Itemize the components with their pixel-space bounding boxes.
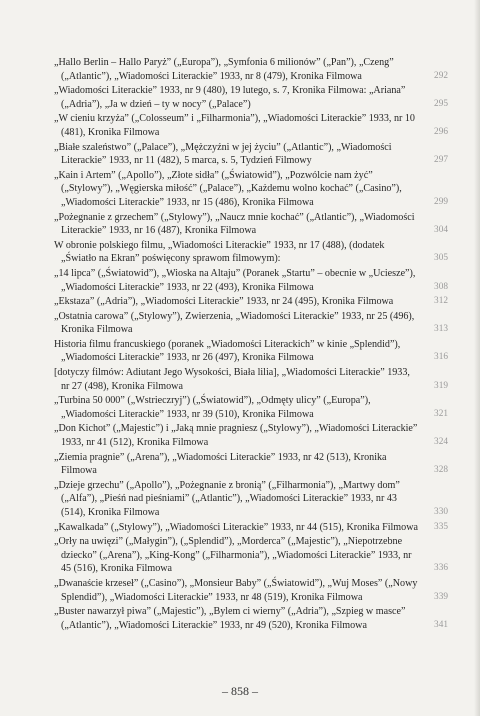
toc-entry-text: [dotyczy filmów: Adiutant Jego Wysokości, Biała lilia], „Wiadomości Literackie” 1933, nr 27 (498), Kronika Filmowa — [54, 367, 410, 392]
toc-entry — [54, 577, 448, 604]
toc-entry-text: „Dwanaście krzeseł” („Casino”), „Monsieur Baby” („Światowid”), „Wuj Moses” („Nowy Splendid”), „Wiadomości Literackie” 1933, nr 48 (519), Kronika Filmowa — [54, 577, 418, 603]
toc-entry-text: „Białe szaleństwo” („Palace”), „Mężczyźni w jej życiu” („Atlantic”), „Wiadomości Literackie” 1933, nr 11 (482), 5 marca, s. 5, Tydzień Filmowy — [54, 141, 392, 167]
table-of-contents — [54, 56, 448, 633]
toc-entry — [54, 310, 448, 337]
toc-entry-text: „Ekstaza” („Adria”), „Wiadomości Literackie” 1933, nr 24 (495), Kronika Filmowa — [54, 296, 394, 308]
toc-entry-text: „Kawalkada” („Stylowy”), „Wiadomości Literackie” 1933, nr 44 (515), Kronika Filmowa — [54, 521, 418, 533]
toc-entry-page: 341 — [434, 619, 448, 630]
toc-entry-text: W obronie polskiego filmu, „Wiadomości Literackie” 1933, nr 17 (488), (dodatek „Światło na Ekran” poświęcony sprawom filmowym): — [54, 239, 385, 265]
toc-entry — [54, 56, 448, 83]
toc-entry-text: „Hallo Berlin – Hallo Paryż” („Europa”), „Symfonia 6 milionów” („Pan”), „Czeng” („Atlantic”), „Wiadomości Literackie” 1933, nr 8 (479), Kronika Filmowa — [54, 57, 394, 82]
toc-entry — [54, 451, 448, 478]
toc-entry-page: 324 — [434, 437, 448, 448]
toc-entry-page: 339 — [434, 591, 448, 602]
toc-entry-text: „Kain i Artem” („Apollo”), „Złote sidła” („Światowid”), „Pozwólcie nam żyć” („Stylowy”), „Węgierska miłość” („Palace”), „Każdemu wolno kochać” („Casino”), „Wiadomości Literackie” 1933, nr 15 (486), Kronika Filmowa — [54, 169, 402, 208]
toc-entry — [54, 521, 448, 535]
toc-entry-page: 308 — [434, 281, 448, 292]
toc-entry-text: „Buster nawarzył piwa” („Majestic”), „Bylem ci wierny” („Adria”), „Szpieg w masce” („Atlantic”), „Wiadomości Literackie” 1933, nr 49 (520), Kronika Filmowa — [54, 606, 406, 631]
toc-entry-text: „Wiadomości Literackie” 1933, nr 9 (480), 19 lutego, s. 7, Kronika Filmowa: „Ariana” („Adria”), „Ja w dzień – ty w nocy” („Palace”) — [54, 85, 406, 110]
toc-entry-page: 296 — [434, 126, 448, 137]
toc-entry — [54, 239, 448, 266]
toc-entry-text: „Pożegnanie z grzechem” („Stylowy”), „Naucz mnie kochać” („Atlantic”), „Wiadomości Literackie” 1933, nr 16 (487), Kronika Filmowa — [54, 211, 415, 237]
toc-entry-text: „Turbina 50 000” („Wstrieczryj”) („Światowid”), „Odmęty ulicy” („Europa”), „Wiadomości Literackie” 1933, nr 39 (510), Kronika Filmowa — [54, 395, 371, 420]
toc-entry-page: 328 — [434, 465, 448, 476]
toc-entry — [54, 535, 448, 576]
toc-entry — [54, 479, 448, 520]
toc-entry-text: „14 lipca” („Światowid”), „Wioska na Altaju” (Poranek „Startu” – obecnie w „Uciesze”), „Wiadomości Literackie” 1933, nr 22 (493), Kronika Filmowa — [54, 267, 416, 293]
toc-entry — [54, 211, 448, 238]
toc-entry — [54, 422, 448, 449]
toc-entry-page: 319 — [434, 380, 448, 391]
toc-entry-page: 299 — [434, 196, 448, 207]
toc-entry — [54, 141, 448, 168]
toc-entry-text: „W cieniu krzyża” („Colosseum” i „Filharmonia”), „Wiadomości Literackie” 1933, nr 10 (481), Kronika Filmowa — [54, 113, 415, 138]
toc-entry-page: 305 — [434, 253, 448, 264]
toc-entry — [54, 394, 448, 421]
toc-entry-page: 330 — [434, 507, 448, 517]
toc-entry-page: 292 — [434, 70, 448, 81]
toc-entry-page: 295 — [434, 98, 448, 109]
toc-entry-text: „Dzieje grzechu” („Apollo”), „Pożegnanie z bronią” („Filharmonia”), „Martwy dom” („Alfa”), „Pieśń nad pieśniami” („Atlantic”), „Wiadomości Literackie” 1933, nr 43 (514), Kronika Filmowa — [54, 479, 400, 518]
toc-entry-page: 304 — [434, 225, 448, 236]
toc-entry-text: „Orły na uwięzi” („Małygin”), („Splendid”), „Morderca” („Majestic”), „Niepotrzebne dziecko” („Arena”), „King-Kong” („Filharmonia”), „Wiadomości Literackie” 1933, nr 45 (516), Kronika Filmowa — [54, 536, 412, 575]
toc-entry-text: „Ostatnia carowa” („Stylowy”), Zwierzenia, „Wiadomości Literackie” 1933, nr 25 (496), Kronika Filmowa — [54, 310, 415, 336]
toc-entry-page: 312 — [434, 296, 448, 307]
toc-entry — [54, 295, 448, 309]
toc-entry-text: „Ziemia pragnie” („Arena”), „Wiadomości Literackie” 1933, nr 42 (513), Kronika Filmowa — [54, 451, 387, 477]
page-number: – 858 – — [222, 684, 258, 698]
page-edge-shadow — [474, 0, 480, 716]
toc-entry — [54, 267, 448, 294]
toc-entry-text: „Don Kichot” („Majestic”) i „Jaką mnie pragniesz („Stylowy”), „Wiadomości Literackie” 1933, nr 41 (512), Kronika Filmowa — [54, 423, 418, 449]
toc-entry-text: Historia filmu francuskiego (poranek „Wiadomości Literackich” w kinie „Splendid”), „Wiadomości Literackie” 1933, nr 26 (497), Kronika Filmowa — [54, 338, 401, 364]
toc-entry — [54, 169, 448, 210]
toc-entry-page: 335 — [434, 521, 448, 532]
toc-entry-page: 321 — [434, 408, 448, 419]
toc-entry-page: 297 — [434, 155, 448, 166]
toc-entry — [54, 84, 448, 111]
toc-entry — [54, 605, 448, 632]
toc-entry-page: 336 — [434, 563, 448, 574]
toc-entry-page: 316 — [434, 352, 448, 363]
toc-entry-page: 313 — [434, 324, 448, 335]
toc-entry — [54, 366, 448, 393]
toc-entry — [54, 338, 448, 365]
toc-entry — [54, 112, 448, 139]
